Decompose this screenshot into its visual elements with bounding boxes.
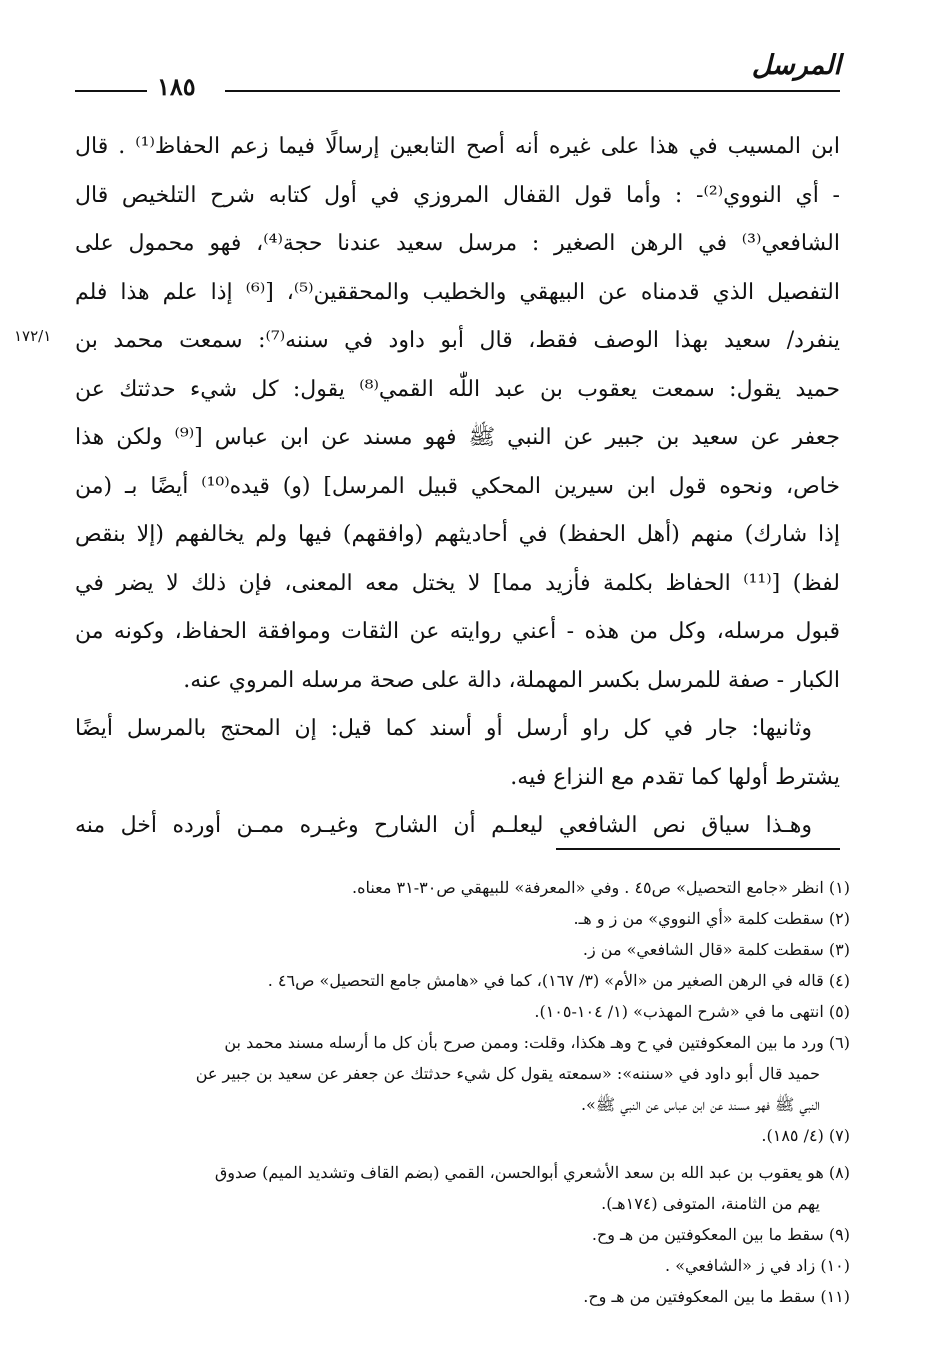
footnote: (١٠) زاد في ز «الشافعي» . [665, 1256, 850, 1275]
text-line: وثانيها: جار في كل راو أرسل أو أسند كما قيل: إن المحتج بالمرسل أيضًا [75, 716, 812, 741]
footnotes [75, 872, 850, 1312]
text-line: يشترط أولها كما تقدم مع النزاع فيه. [510, 764, 840, 790]
footnote: (٢) سقطت كلمة «أي النووي» من ز و هـ. [573, 909, 850, 928]
footnote-continuation: يهم من الثامنة، المتوفى (١٧٤هـ). [601, 1194, 820, 1213]
footnote: (٣) سقطت كلمة «قال الشافعي» من ز. [582, 940, 850, 959]
text-line: وهـذا سياق نص الشافعي ليعلـم أن الشارح وغيـره ممـن أورده أخل منه [75, 813, 812, 838]
text-line: التفصيل الذي قدمناه عن البيهقي والخطيب والمحققين⁽⁵⁾، [⁽⁶⁾ إذا علم هذا فلم [75, 279, 840, 305]
text-line: حميد يقول: سمعت يعقوب بن عبد اللّٰه القمي⁽⁸⁾ يقول: كل شيء حدثتك عن [75, 376, 840, 402]
header-rule-left [75, 90, 147, 92]
text-line: إذا شارك) منهم (أهل الحفظ) في أحاديثهم (وافقهم) فيها ولم يخالفهم (إلا بنقص [75, 522, 840, 547]
main-text [75, 123, 840, 851]
footnote: (٦) ورد ما بين المعكوفتين في ح وهـ هكذا، وقلت: وممن صرح بأن كل ما أرسله مسند محمد بن [224, 1033, 850, 1052]
margin-reference: ١٧٢/١ [14, 327, 52, 345]
footnote: (١١) سقط ما بين المعكوفتين من هـ وح. [583, 1287, 850, 1306]
footnote: (٨) هو يعقوب بن عبد الله بن سعد الأشعري أبوالحسن، القمي (بضم القاف وتشديد الميم) صدوق [214, 1163, 850, 1182]
text-line: لفظ) [⁽¹¹⁾ الحفاظ بكلمة فأزيد مما] لا يختل معه المعنى، فإن ذلك لا يضر في [75, 570, 840, 596]
text-line: قبول مرسله، وكل من هذه - أعني روايته عن الثقات وموافقة الحفاظ، وكونه من [75, 619, 840, 644]
text-line: جعفر عن سعيد بن جبير عن النبي ﷺ فهو مسند عن ابن عباس [⁽⁹⁾ ولكن هذا [75, 425, 840, 450]
footnote: (٧) (٤/ ١٨٥). [761, 1126, 850, 1145]
text-line: - أي النووي⁽²⁾- : وأما قول القفال المروزي في أول كتابه شرح التلخيص قال [75, 182, 840, 208]
footnote: (١) انظر «جامع التحصيل» ص٤٥ . وفي «المعرفة» للبيهقي ص٣٠-٣١ معناه. [352, 878, 850, 897]
header-rule-right [225, 90, 840, 92]
footnote: (٤) قاله في الرهن الصغير من «الأم» (٣/ ١٦٧)، كما في «هامش جامع التحصيل» ص٤٦ . [267, 971, 850, 990]
running-title: المرسل [751, 50, 841, 81]
footnote-separator [556, 848, 840, 850]
text-line: ابن المسيب في هذا على غيره أنه أصح التابعين إرسالًا فيما زعم الحفاظ⁽¹⁾ . قال [75, 134, 840, 159]
footnote: (٩) سقط ما بين المعكوفتين من هـ وح. [591, 1225, 850, 1244]
page-header [0, 40, 929, 100]
footnote-continuation: النبي ﷺ فهو مسند عن ابن عباس عن النبي ﷺ». [580, 1095, 820, 1114]
footnote: (٥) انتهى ما في «شرح المهذب» (١/ ١٠٤-١٠٥). [534, 1002, 850, 1021]
footnote-continuation: حميد قال أبو داود في «سننه»: «سمعته يقول كل شيء حدثتك عن جعفر عن سعيد بن جبير عن [195, 1064, 820, 1083]
text-line: الكبار - صفة للمرسل بكسر المهملة، دالة على صحة مرسله المروي عنه. [183, 667, 840, 693]
text-line: الشافعي⁽³⁾ في الرهن الصغير : مرسل سعيد عندنا حجة⁽⁴⁾، فهو محمول على [75, 231, 840, 256]
page-number: ١٨٥ [157, 72, 196, 101]
text-line: ينفرد/ سعيد بهذا الوصف فقط، قال أبو داود في سننه⁽⁷⁾: سمعت محمد بن [75, 328, 840, 353]
text-line: خاص، ونحوه قول ابن سيرين المحكي قبيل المرسل] (و) قيده⁽¹⁰⁾ أيضًا بـ (من [75, 473, 840, 499]
